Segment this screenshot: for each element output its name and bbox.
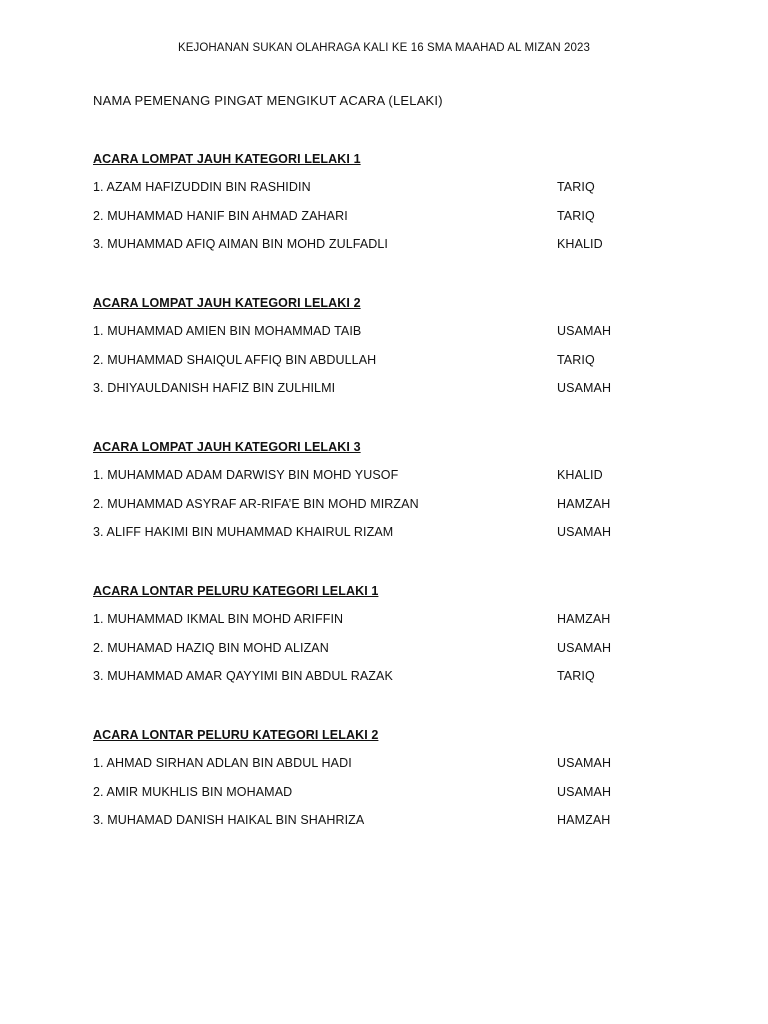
winner-house: KHALID	[557, 237, 603, 251]
winner-name: 1. AHMAD SIRHAN ADLAN BIN ABDUL HADI	[93, 756, 352, 770]
event-heading: ACARA LONTAR PELURU KATEGORI LELAKI 1	[93, 584, 379, 598]
event-sections	[93, 152, 673, 872]
event-section	[93, 296, 673, 440]
winner-name: 2. MUHAMMAD HANIF BIN AHMAD ZAHARI	[93, 209, 348, 223]
winner-name: 3. MUHAMAD DANISH HAIKAL BIN SHAHRIZA	[93, 813, 365, 827]
winner-name: 2. MUHAMMAD ASYRAF AR-RIFA’E BIN MOHD MIRZAN	[93, 497, 419, 511]
winner-house: TARIQ	[557, 669, 595, 683]
winner-house: HAMZAH	[557, 497, 611, 511]
event-heading: ACARA LOMPAT JAUH KATEGORI LELAKI 3	[93, 440, 361, 454]
winner-name: 3. MUHAMMAD AMAR QAYYIMI BIN ABDUL RAZAK	[93, 669, 393, 683]
winner-name: 2. MUHAMAD HAZIQ BIN MOHD ALIZAN	[93, 641, 329, 655]
winner-house: USAMAH	[557, 381, 612, 395]
event-section	[93, 728, 673, 872]
event-heading: ACARA LOMPAT JAUH KATEGORI LELAKI 2	[93, 296, 361, 310]
winner-house: USAMAH	[557, 641, 612, 655]
winner-name: 1. MUHAMMAD AMIEN BIN MOHAMMAD TAIB	[93, 324, 362, 338]
winner-name: 3. ALIFF HAKIMI BIN MUHAMMAD KHAIRUL RIZAM	[93, 525, 394, 539]
winner-house: TARIQ	[557, 180, 595, 194]
event-heading: ACARA LOMPAT JAUH KATEGORI LELAKI 1	[93, 152, 361, 166]
event-section	[93, 440, 673, 584]
winner-name: 2. AMIR MUKHLIS BIN MOHAMAD	[93, 785, 293, 799]
event-heading: ACARA LONTAR PELURU KATEGORI LELAKI 2	[93, 728, 379, 742]
winner-house: HAMZAH	[557, 813, 611, 827]
document-title: KEJOHANAN SUKAN OLAHRAGA KALI KE 16 SMA MAAHAD AL MIZAN 2023	[177, 42, 591, 54]
winner-name: 3. DHIYAULDANISH HAFIZ BIN ZULHILMI	[93, 381, 336, 395]
winner-house: USAMAH	[557, 324, 612, 338]
winner-name: 2. MUHAMMAD SHAIQUL AFFIQ BIN ABDULLAH	[93, 353, 377, 367]
event-section	[93, 584, 673, 728]
winner-house: USAMAH	[557, 785, 612, 799]
winner-house: USAMAH	[557, 525, 612, 539]
winner-house: TARIQ	[557, 353, 595, 367]
winner-name: 1. AZAM HAFIZUDDIN BIN RASHIDIN	[93, 180, 311, 194]
winner-house: HAMZAH	[557, 612, 611, 626]
document-subtitle: NAMA PEMENANG PINGAT MENGIKUT ACARA (LELAKI)	[93, 93, 443, 108]
event-section	[93, 152, 673, 296]
winner-house: TARIQ	[557, 209, 595, 223]
winner-name: 1. MUHAMMAD ADAM DARWISY BIN MOHD YUSOF	[93, 468, 399, 482]
winner-name: 1. MUHAMMAD IKMAL BIN MOHD ARIFFIN	[93, 612, 344, 626]
winner-name: 3. MUHAMMAD AFIQ AIMAN BIN MOHD ZULFADLI	[93, 237, 389, 251]
winner-house: USAMAH	[557, 756, 612, 770]
winner-house: KHALID	[557, 468, 603, 482]
